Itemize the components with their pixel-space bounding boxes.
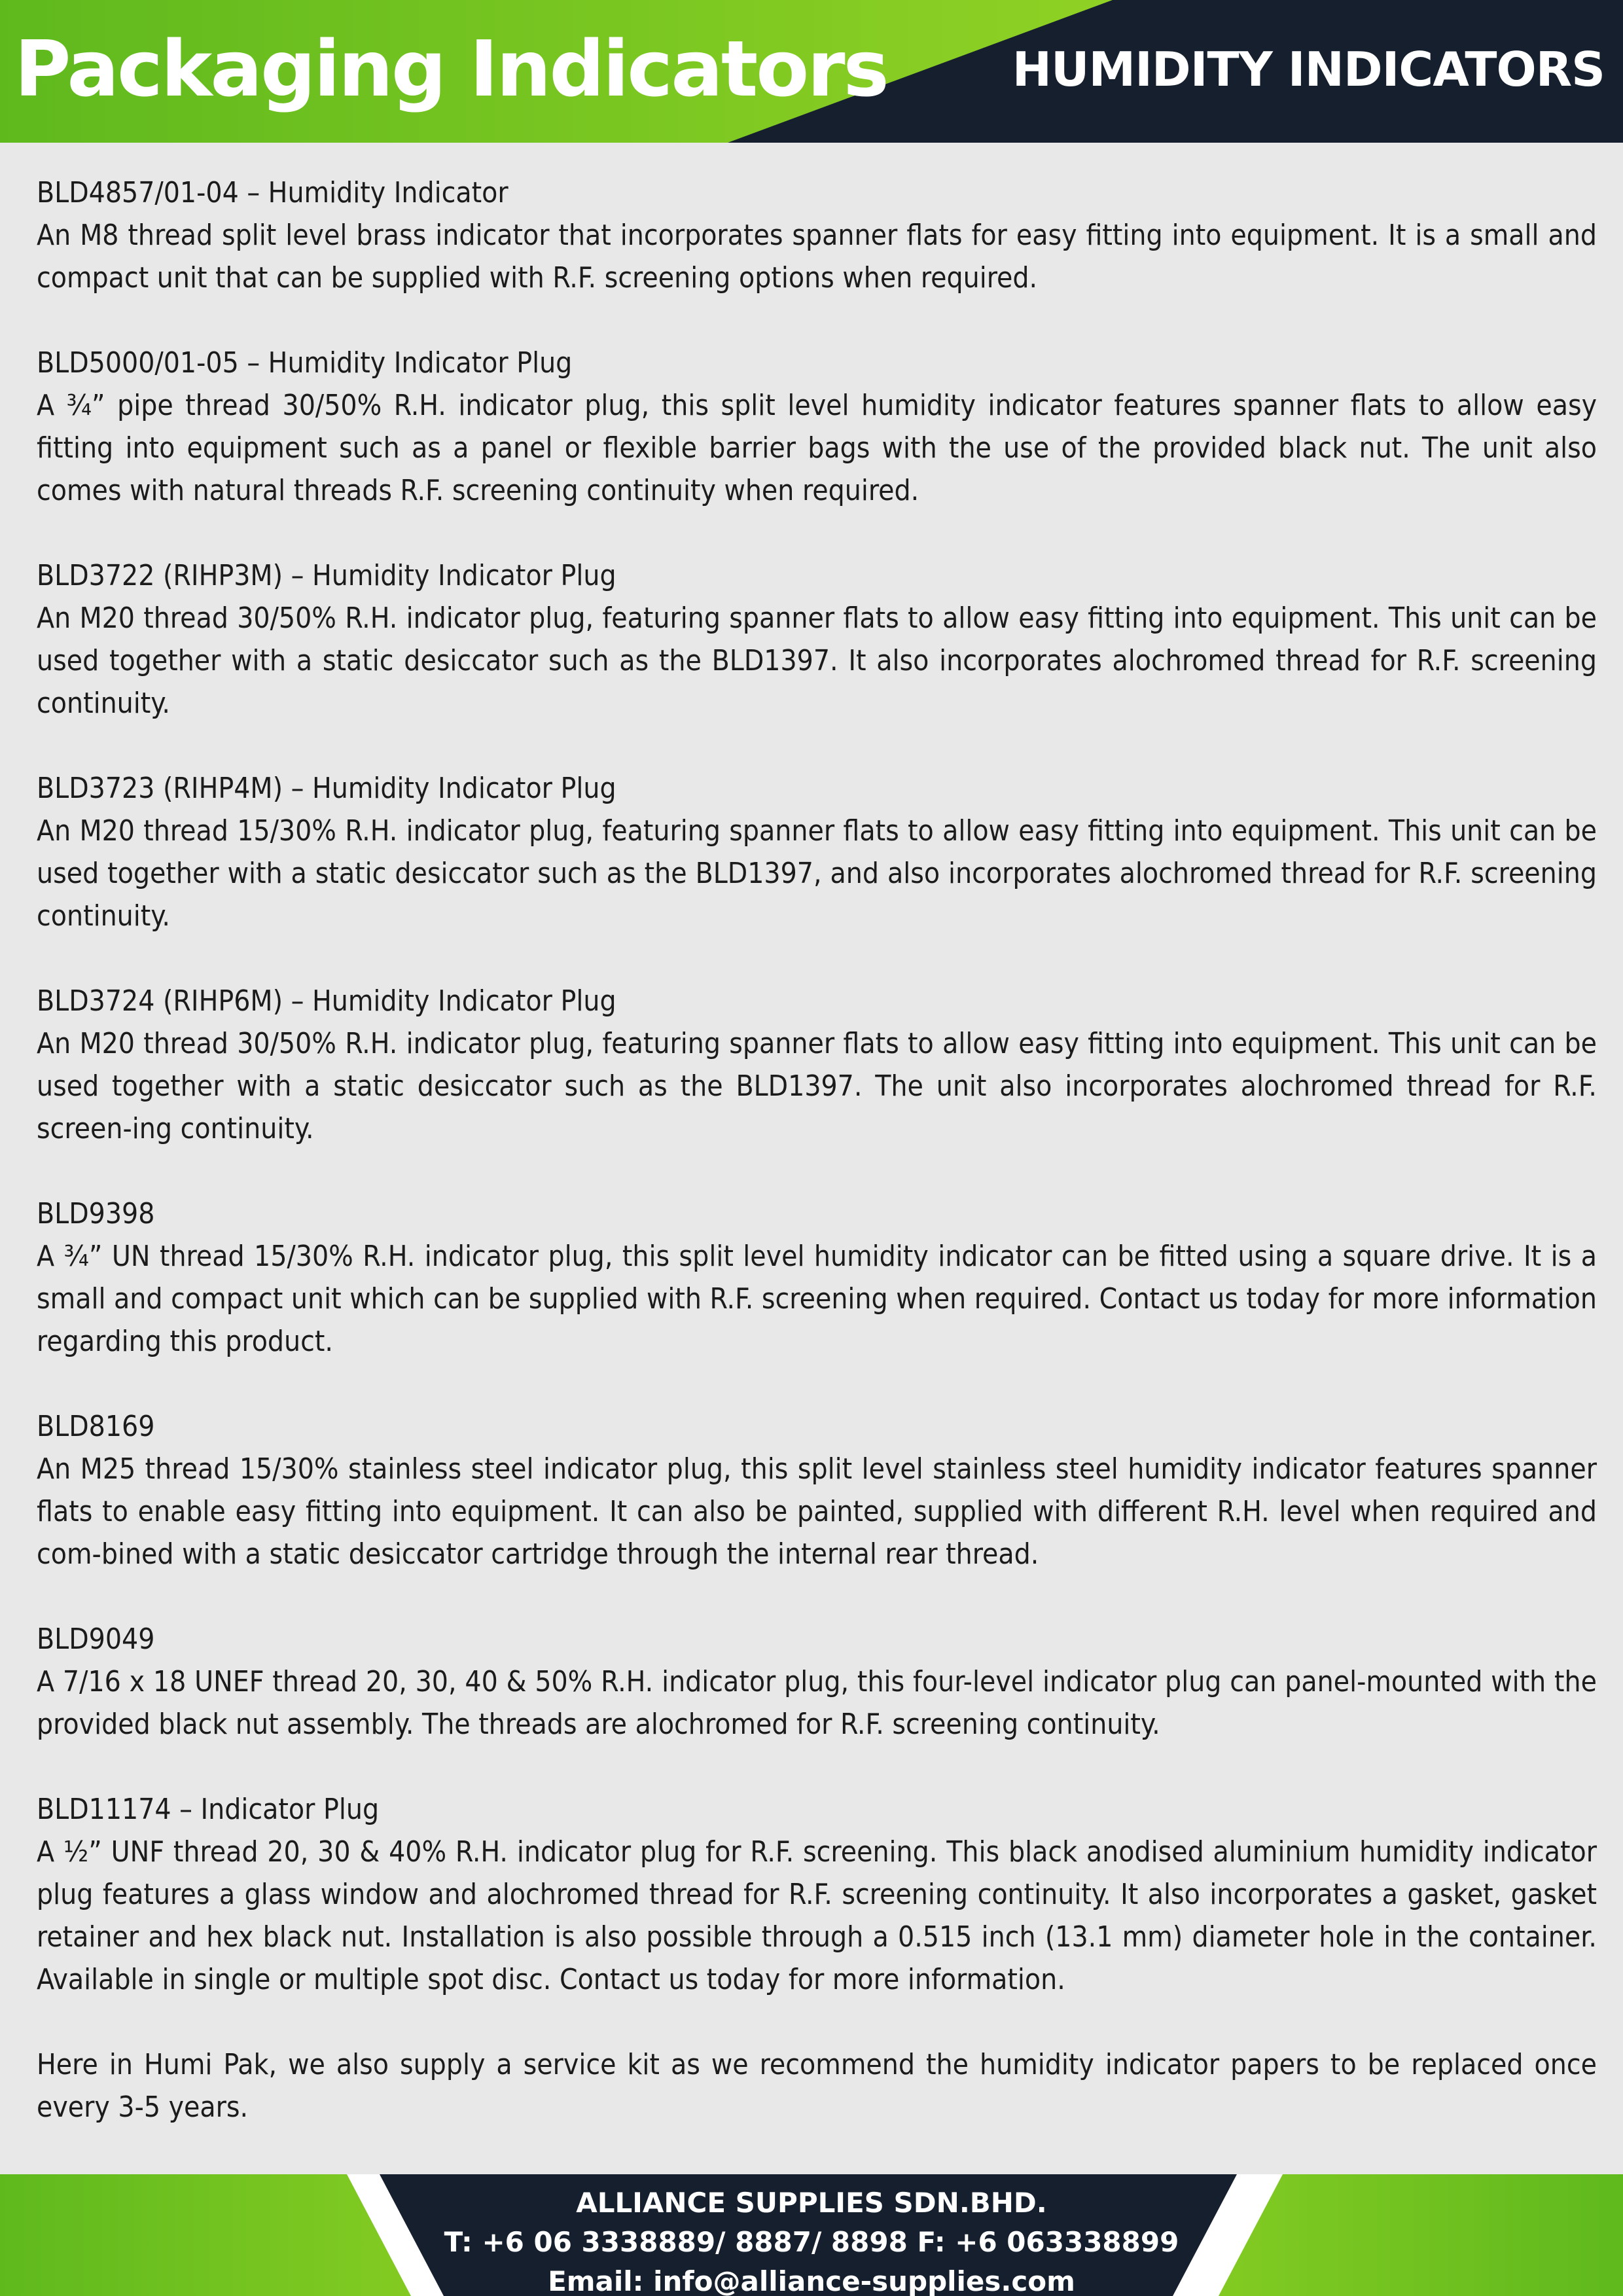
header-banner: [0, 0, 1623, 143]
footer-contact: [0, 2183, 1623, 2296]
company-name: ALLIANCE SUPPLIES SDN.BHD.: [576, 2187, 1047, 2219]
product-item: [37, 1193, 1597, 1363]
product-description: An M20 thread 30/50% R.H. indicator plug, featuring spanner flats to allow easy fitting into equipment. This unit can be used together with a static desiccator such as the BLD1397. The unit also incorporates alochromed thread for R.F. screen-ing continuity.: [37, 1027, 1597, 1145]
product-description: A ¾” UN thread 15/30% R.H. indicator plug, this split level humidity indicator can be fitted using a square drive. It is a small and compact unit which can be supplied with R.F. screening when required. Contact us today for more information regarding this product.: [37, 1240, 1597, 1358]
footer-banner: [0, 2174, 1623, 2296]
product-description: A 7/16 x 18 UNEF thread 20, 30, 40 & 50% R.H. indicator plug, this four-level indicator plug can panel-mounted with the provided black nut assembly. The threads are alochromed for R.F. screening continuity.: [37, 1665, 1597, 1741]
product-title: BLD4857/01-04 – Humidity Indicator: [37, 176, 508, 209]
page-title: Packaging Indicators: [14, 24, 887, 114]
product-description: An M20 thread 15/30% R.H. indicator plug, featuring spanner flats to allow easy fitting into equipment. This unit can be used together with a static desiccator such as the BLD1397, and also incorporates alochromed thread for R.F. screening continuity.: [37, 814, 1597, 933]
product-title: BLD3724 (RIHP6M) – Humidity Indicator Plug: [37, 984, 616, 1018]
product-title: BLD5000/01-05 – Humidity Indicator Plug: [37, 346, 573, 380]
section-title: HUMIDITY INDICATORS: [1012, 42, 1605, 97]
product-title: BLD9049: [37, 1623, 155, 1656]
product-title: BLD3722 (RIHP3M) – Humidity Indicator Plug: [37, 559, 616, 592]
product-item: [37, 342, 1597, 512]
contact-email: Email: info@alliance-supplies.com: [548, 2265, 1075, 2296]
product-description: An M8 thread split level brass indicator that incorporates spanner flats for easy fitting into equipment. It is a small and compact unit that can be supplied with R.F. screening options when required.: [37, 219, 1597, 295]
product-item: [37, 171, 1597, 299]
product-item: [37, 1788, 1597, 2001]
product-title: BLD3723 (RIHP4M) – Humidity Indicator Plug: [37, 772, 616, 805]
product-title: BLD9398: [37, 1197, 155, 1230]
product-description: An M25 thread 15/30% stainless steel indicator plug, this split level stainless steel humidity indicator features spanner flats to enable easy fitting into equipment. It can also be painted, supplied with different R.H. level when required and com-bined with a static desiccator cartridge through the internal rear thread.: [37, 1452, 1597, 1571]
product-item: [37, 1405, 1597, 1575]
contact-phone: T: +6 06 3338889/ 8887/ 8898 F: +6 063338899: [444, 2226, 1179, 2258]
product-title: BLD8169: [37, 1410, 155, 1443]
product-item: [37, 767, 1597, 937]
product-description: A ½” UNF thread 20, 30 & 40% R.H. indicator plug for R.F. screening. This black anodised aluminium humidity indicator plug features a glass window and alochromed thread for R.F. screening continuity. It also incorporates a gasket, gasket retainer and hex black nut. Installation is also possible through a 0.515 inch (13.1 mm) diameter hole in the container. Available in single or multiple spot disc. Contact us today for more information.: [37, 1835, 1597, 1996]
product-item: [37, 554, 1597, 725]
product-item: [37, 1618, 1597, 1746]
product-description: An M20 thread 30/50% R.H. indicator plug, featuring spanner flats to allow easy fitting into equipment. This unit can be used together with a static desiccator such as the BLD1397. It also incorporates alochromed thread for R.F. screening continuity.: [37, 601, 1597, 720]
product-title: BLD11174 – Indicator Plug: [37, 1793, 380, 1826]
product-list: [37, 171, 1597, 2128]
product-description: A ¾” pipe thread 30/50% R.H. indicator plug, this split level humidity indicator features spanner flats to allow easy fitting into equipment such as a panel or flexible barrier bags with the use of the provided black nut. The unit also comes with natural threads R.F. screening continuity when required.: [37, 389, 1597, 507]
closing-note: Here in Humi Pak, we also supply a service kit as we recommend the humidity indicator papers to be replaced once every 3-5 years.: [37, 2048, 1597, 2124]
product-item: [37, 980, 1597, 1150]
